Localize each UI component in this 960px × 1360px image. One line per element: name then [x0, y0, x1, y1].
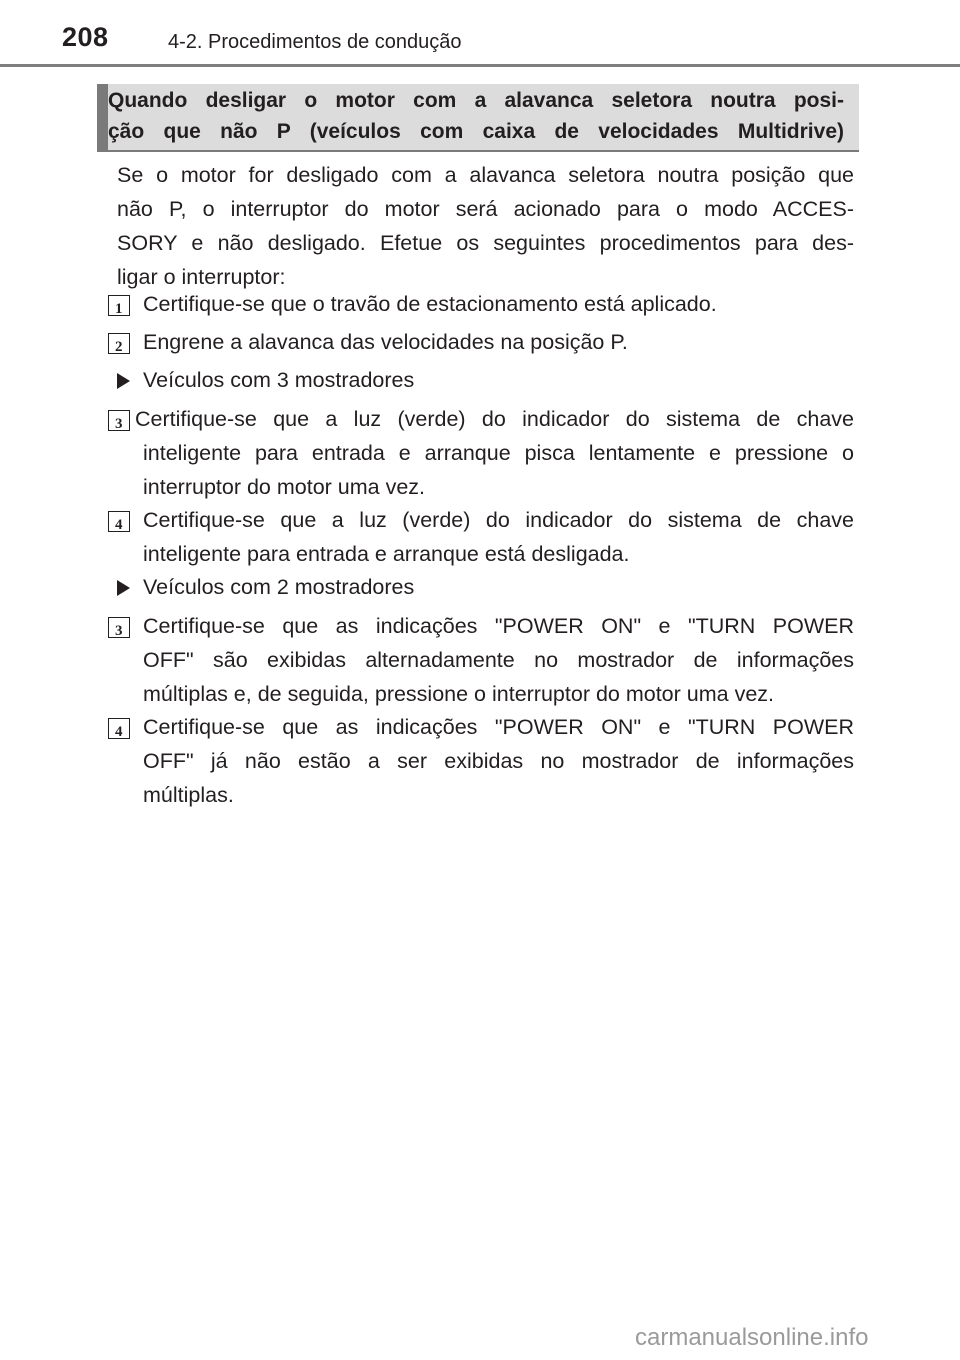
- step-number-badge: [108, 617, 130, 638]
- triangle-bullet-icon: [117, 373, 130, 389]
- intro-line-1: Se o motor for desligado com a alavanca seletora noutra posição que: [117, 163, 854, 187]
- step-3b-line-1: Certifique-se que as indicações "POWER ON" e "TURN POWER: [143, 614, 854, 638]
- watermark: carmanualsonline.info: [635, 1324, 869, 1351]
- step-4b-line-1: Certifique-se que as indicações "POWER ON" e "TURN POWER: [143, 715, 854, 739]
- step-4a-line-2: inteligente para entrada e arranque está desligada.: [143, 542, 630, 566]
- step-4a-line-1: Certifique-se que a luz (verde) do indicador do sistema de chave: [143, 508, 854, 532]
- step-3b-line-3: múltiplas e, de seguida, pressione o interruptor do motor uma vez.: [143, 682, 774, 706]
- page-header: [0, 0, 960, 68]
- intro-line-2: não P, o interruptor do motor será acionado para o modo ACCES-: [117, 197, 854, 221]
- callout-heading-line-1: Quando desligar o motor com a alavanca seletora noutra posi-: [108, 89, 844, 112]
- step-number: 4: [115, 517, 123, 533]
- step-number: 4: [115, 724, 123, 740]
- step-number-badge: [108, 718, 130, 739]
- triangle-bullet-icon: [117, 580, 130, 596]
- step-2-text: Engrene a alavanca das velocidades na posição P.: [143, 330, 628, 354]
- step-4b-line-2: OFF" já não estão a ser exibidas no mostrador de informações: [143, 749, 854, 773]
- callout-heading-line-2: ção que não P (veículos com caixa de velocidades Multidrive): [108, 120, 844, 143]
- step-4b-line-3: múltiplas.: [143, 783, 234, 807]
- step-number-badge: [108, 333, 130, 354]
- step-number: 2: [115, 339, 123, 355]
- step-3a-line-3: interruptor do motor uma vez.: [143, 475, 426, 499]
- step-number: 1: [115, 301, 123, 317]
- step-number-badge: [108, 511, 130, 532]
- step-3a-line-1: Certifique-se que a luz (verde) do indicador do sistema de chave: [135, 407, 854, 431]
- intro-line-4: ligar o interruptor:: [117, 265, 286, 289]
- callout-divider: [97, 150, 859, 152]
- page-number: 208: [62, 22, 109, 52]
- step-1-text: Certifique-se que o travão de estacionamento está aplicado.: [143, 292, 717, 316]
- step-number: 3: [115, 623, 123, 639]
- step-number-badge: [108, 410, 130, 431]
- step-3a-line-2: inteligente para entrada e arranque pisca lentamente e pressione o: [143, 441, 854, 465]
- section-title: 4-2. Procedimentos de condução: [168, 31, 462, 53]
- intro-line-3: SORY e não desligado. Efetue os seguintes procedimentos para des-: [117, 231, 854, 255]
- step-number-badge: [108, 295, 130, 316]
- header-divider: [0, 64, 960, 67]
- variant-heading-2-displays: Veículos com 2 mostradores: [143, 575, 415, 599]
- step-number: 3: [115, 416, 123, 432]
- step-3b-line-2: OFF" são exibidas alternadamente no mostrador de informações: [143, 648, 854, 672]
- variant-heading-3-displays: Veículos com 3 mostradores: [143, 368, 415, 392]
